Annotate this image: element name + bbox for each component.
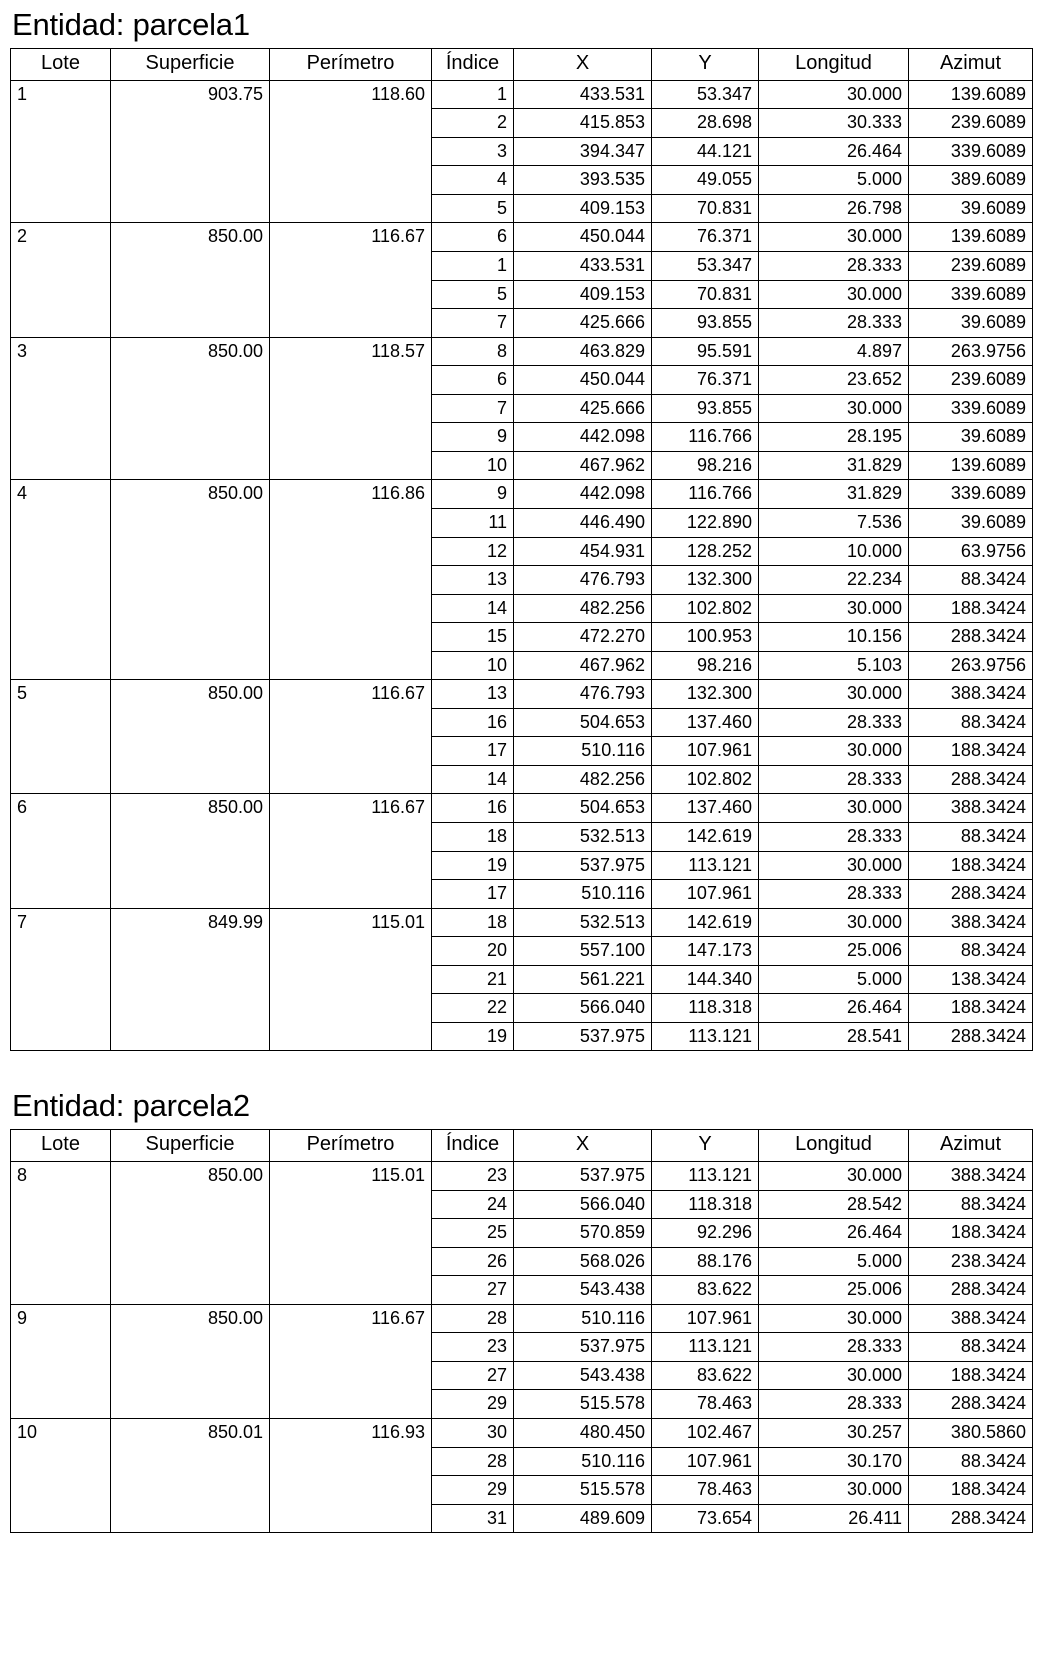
cell-indice: 6 — [432, 366, 514, 395]
cell-lote: 10 — [11, 1419, 111, 1533]
cell-x: 480.450 — [514, 1419, 652, 1448]
cell-longitud: 28.542 — [759, 1190, 909, 1219]
entity-block-2 — [0, 1081, 1042, 1533]
cell-lote: 8 — [11, 1162, 111, 1305]
table-header-row — [11, 1130, 1033, 1162]
cell-y: 113.121 — [652, 851, 759, 880]
cell-y: 49.055 — [652, 166, 759, 195]
cell-longitud: 26.464 — [759, 137, 909, 166]
cell-indice: 2 — [432, 109, 514, 138]
cell-longitud: 26.798 — [759, 194, 909, 223]
cell-x: 450.044 — [514, 366, 652, 395]
cell-y: 78.463 — [652, 1390, 759, 1419]
cell-azimut: 263.9756 — [909, 337, 1033, 366]
cell-indice: 19 — [432, 1022, 514, 1051]
cell-azimut: 380.5860 — [909, 1419, 1033, 1448]
cell-longitud: 28.333 — [759, 1333, 909, 1362]
cell-y: 132.300 — [652, 680, 759, 709]
cell-indice: 18 — [432, 822, 514, 851]
cell-indice: 30 — [432, 1419, 514, 1448]
cell-x: 446.490 — [514, 508, 652, 537]
table-row — [11, 794, 1033, 823]
cell-azimut: 239.6089 — [909, 366, 1033, 395]
cell-indice: 4 — [432, 166, 514, 195]
cell-azimut: 288.3424 — [909, 765, 1033, 794]
cell-indice: 29 — [432, 1390, 514, 1419]
cell-longitud: 4.897 — [759, 337, 909, 366]
cell-x: 467.962 — [514, 451, 652, 480]
cell-perimetro: 118.60 — [270, 80, 432, 223]
cell-indice: 29 — [432, 1476, 514, 1505]
cell-azimut: 339.6089 — [909, 480, 1033, 509]
cell-azimut: 88.3424 — [909, 708, 1033, 737]
cell-lote: 4 — [11, 480, 111, 680]
cell-superficie: 850.00 — [111, 223, 270, 337]
column-header-superficie: Superficie — [111, 48, 270, 80]
cell-x: 489.609 — [514, 1504, 652, 1533]
cell-azimut: 388.3424 — [909, 1162, 1033, 1191]
cell-indice: 10 — [432, 651, 514, 680]
cell-indice: 27 — [432, 1276, 514, 1305]
cell-x: 454.931 — [514, 537, 652, 566]
cell-lote: 1 — [11, 80, 111, 223]
cell-indice: 16 — [432, 708, 514, 737]
cell-indice: 13 — [432, 680, 514, 709]
cell-azimut: 188.3424 — [909, 994, 1033, 1023]
cell-longitud: 30.000 — [759, 1162, 909, 1191]
cell-x: 543.438 — [514, 1361, 652, 1390]
cell-longitud: 28.333 — [759, 252, 909, 281]
column-header-lote: Lote — [11, 1130, 111, 1162]
cell-y: 113.121 — [652, 1333, 759, 1362]
cell-y: 137.460 — [652, 794, 759, 823]
cell-y: 100.953 — [652, 623, 759, 652]
cell-x: 482.256 — [514, 765, 652, 794]
cell-x: 557.100 — [514, 937, 652, 966]
cell-x: 510.116 — [514, 737, 652, 766]
cell-lote: 6 — [11, 794, 111, 908]
cell-y: 76.371 — [652, 366, 759, 395]
cell-indice: 31 — [432, 1504, 514, 1533]
cell-y: 70.831 — [652, 280, 759, 309]
parcel-table — [10, 48, 1033, 1052]
cell-azimut: 139.6089 — [909, 451, 1033, 480]
table-row — [11, 80, 1033, 109]
section-gap — [0, 1051, 1042, 1081]
cell-longitud: 10.156 — [759, 623, 909, 652]
cell-azimut: 339.6089 — [909, 137, 1033, 166]
column-header-per-metro: Perímetro — [270, 1130, 432, 1162]
cell-indice: 13 — [432, 566, 514, 595]
cell-x: 515.578 — [514, 1390, 652, 1419]
cell-longitud: 22.234 — [759, 566, 909, 595]
cell-azimut: 288.3424 — [909, 623, 1033, 652]
cell-azimut: 339.6089 — [909, 394, 1033, 423]
cell-x: 504.653 — [514, 708, 652, 737]
cell-indice: 5 — [432, 194, 514, 223]
cell-indice: 24 — [432, 1190, 514, 1219]
cell-indice: 18 — [432, 908, 514, 937]
cell-indice: 9 — [432, 480, 514, 509]
column-header-azimut: Azimut — [909, 1130, 1033, 1162]
cell-indice: 1 — [432, 252, 514, 281]
column-header-lote: Lote — [11, 48, 111, 80]
cell-y: 102.802 — [652, 765, 759, 794]
cell-longitud: 30.000 — [759, 1476, 909, 1505]
cell-y: 113.121 — [652, 1162, 759, 1191]
cell-lote: 9 — [11, 1304, 111, 1418]
cell-x: 472.270 — [514, 623, 652, 652]
cell-x: 482.256 — [514, 594, 652, 623]
cell-x: 568.026 — [514, 1247, 652, 1276]
cell-azimut: 138.3424 — [909, 965, 1033, 994]
cell-azimut: 388.3424 — [909, 680, 1033, 709]
cell-indice: 7 — [432, 309, 514, 338]
cell-azimut: 288.3424 — [909, 1276, 1033, 1305]
cell-longitud: 28.541 — [759, 1022, 909, 1051]
entity-title: Entidad: parcela1 — [12, 7, 250, 42]
cell-x: 504.653 — [514, 794, 652, 823]
cell-x: 537.975 — [514, 851, 652, 880]
cell-x: 433.531 — [514, 252, 652, 281]
cell-indice: 23 — [432, 1333, 514, 1362]
cell-superficie: 850.00 — [111, 1304, 270, 1418]
column-header-y: Y — [652, 48, 759, 80]
cell-perimetro: 116.86 — [270, 480, 432, 680]
cell-lote: 3 — [11, 337, 111, 480]
cell-indice: 9 — [432, 423, 514, 452]
cell-longitud: 26.464 — [759, 1219, 909, 1248]
cell-x: 532.513 — [514, 822, 652, 851]
cell-longitud: 7.536 — [759, 508, 909, 537]
cell-x: 510.116 — [514, 1304, 652, 1333]
cell-longitud: 30.000 — [759, 223, 909, 252]
cell-longitud: 28.333 — [759, 309, 909, 338]
cell-y: 88.176 — [652, 1247, 759, 1276]
cell-longitud: 28.195 — [759, 423, 909, 452]
cell-longitud: 30.000 — [759, 908, 909, 937]
cell-y: 137.460 — [652, 708, 759, 737]
cell-x: 442.098 — [514, 423, 652, 452]
cell-x: 537.975 — [514, 1333, 652, 1362]
cell-longitud: 31.829 — [759, 480, 909, 509]
cell-x: 510.116 — [514, 1447, 652, 1476]
cell-indice: 19 — [432, 851, 514, 880]
cell-longitud: 25.006 — [759, 937, 909, 966]
cell-perimetro: 116.93 — [270, 1419, 432, 1533]
table-row — [11, 680, 1033, 709]
cell-perimetro: 115.01 — [270, 1162, 432, 1305]
cell-longitud: 30.170 — [759, 1447, 909, 1476]
cell-y: 73.654 — [652, 1504, 759, 1533]
cell-x: 515.578 — [514, 1476, 652, 1505]
cell-y: 107.961 — [652, 1447, 759, 1476]
cell-azimut: 188.3424 — [909, 851, 1033, 880]
column-header-longitud: Longitud — [759, 1130, 909, 1162]
cell-x: 394.347 — [514, 137, 652, 166]
cell-indice: 28 — [432, 1304, 514, 1333]
cell-y: 113.121 — [652, 1022, 759, 1051]
cell-longitud: 23.652 — [759, 366, 909, 395]
cell-y: 122.890 — [652, 508, 759, 537]
cell-azimut: 263.9756 — [909, 651, 1033, 680]
cell-x: 532.513 — [514, 908, 652, 937]
cell-lote: 2 — [11, 223, 111, 337]
cell-indice: 12 — [432, 537, 514, 566]
cell-indice: 8 — [432, 337, 514, 366]
cell-y: 102.467 — [652, 1419, 759, 1448]
table-row — [11, 1304, 1033, 1333]
cell-indice: 16 — [432, 794, 514, 823]
cell-longitud: 30.000 — [759, 680, 909, 709]
cell-superficie: 850.00 — [111, 794, 270, 908]
cell-indice: 14 — [432, 765, 514, 794]
cell-indice: 3 — [432, 137, 514, 166]
table-row — [11, 908, 1033, 937]
cell-indice: 17 — [432, 737, 514, 766]
cell-azimut: 288.3424 — [909, 880, 1033, 909]
cell-superficie: 850.00 — [111, 480, 270, 680]
cell-azimut: 63.9756 — [909, 537, 1033, 566]
cell-longitud: 28.333 — [759, 880, 909, 909]
cell-longitud: 5.000 — [759, 1247, 909, 1276]
cell-y: 147.173 — [652, 937, 759, 966]
column-header-x: X — [514, 1130, 652, 1162]
cell-indice: 26 — [432, 1247, 514, 1276]
cell-azimut: 389.6089 — [909, 166, 1033, 195]
cell-longitud: 30.000 — [759, 737, 909, 766]
cell-superficie: 903.75 — [111, 80, 270, 223]
cell-azimut: 339.6089 — [909, 280, 1033, 309]
cell-x: 433.531 — [514, 80, 652, 109]
cell-longitud: 10.000 — [759, 537, 909, 566]
cell-indice: 7 — [432, 394, 514, 423]
cell-x: 425.666 — [514, 309, 652, 338]
cell-indice: 17 — [432, 880, 514, 909]
cell-y: 107.961 — [652, 737, 759, 766]
cell-longitud: 26.411 — [759, 1504, 909, 1533]
cell-y: 83.622 — [652, 1361, 759, 1390]
column-header--ndice: Índice — [432, 1130, 514, 1162]
cell-y: 76.371 — [652, 223, 759, 252]
column-header-per-metro: Perímetro — [270, 48, 432, 80]
column-header--ndice: Índice — [432, 48, 514, 80]
table-row — [11, 480, 1033, 509]
cell-superficie: 850.00 — [111, 1162, 270, 1305]
cell-y: 118.318 — [652, 1190, 759, 1219]
cell-indice: 25 — [432, 1219, 514, 1248]
cell-superficie: 850.00 — [111, 680, 270, 794]
cell-y: 93.855 — [652, 394, 759, 423]
cell-y: 98.216 — [652, 651, 759, 680]
cell-azimut: 39.6089 — [909, 194, 1033, 223]
cell-longitud: 30.000 — [759, 1361, 909, 1390]
cell-y: 78.463 — [652, 1476, 759, 1505]
cell-indice: 22 — [432, 994, 514, 1023]
cell-x: 476.793 — [514, 680, 652, 709]
cell-y: 107.961 — [652, 1304, 759, 1333]
cell-azimut: 88.3424 — [909, 937, 1033, 966]
table-row — [11, 337, 1033, 366]
cell-azimut: 388.3424 — [909, 794, 1033, 823]
cell-x: 450.044 — [514, 223, 652, 252]
cell-azimut: 88.3424 — [909, 1190, 1033, 1219]
cell-perimetro: 116.67 — [270, 794, 432, 908]
cell-azimut: 239.6089 — [909, 252, 1033, 281]
column-header-y: Y — [652, 1130, 759, 1162]
cell-azimut: 388.3424 — [909, 1304, 1033, 1333]
cell-longitud: 31.829 — [759, 451, 909, 480]
cell-y: 116.766 — [652, 480, 759, 509]
cell-azimut: 239.6089 — [909, 109, 1033, 138]
cell-indice: 21 — [432, 965, 514, 994]
cell-superficie: 849.99 — [111, 908, 270, 1051]
cell-x: 570.859 — [514, 1219, 652, 1248]
cell-y: 107.961 — [652, 880, 759, 909]
cell-azimut: 88.3424 — [909, 566, 1033, 595]
cell-x: 561.221 — [514, 965, 652, 994]
cell-y: 44.121 — [652, 137, 759, 166]
cell-y: 102.802 — [652, 594, 759, 623]
cell-longitud: 5.000 — [759, 166, 909, 195]
cell-y: 116.766 — [652, 423, 759, 452]
cell-longitud: 30.000 — [759, 394, 909, 423]
cell-y: 83.622 — [652, 1276, 759, 1305]
cell-longitud: 30.333 — [759, 109, 909, 138]
cell-longitud: 30.000 — [759, 80, 909, 109]
table-row — [11, 223, 1033, 252]
cell-longitud: 28.333 — [759, 765, 909, 794]
cell-longitud: 30.000 — [759, 594, 909, 623]
cell-indice: 6 — [432, 223, 514, 252]
cell-azimut: 388.3424 — [909, 908, 1033, 937]
cell-x: 543.438 — [514, 1276, 652, 1305]
cell-indice: 28 — [432, 1447, 514, 1476]
cell-longitud: 28.333 — [759, 822, 909, 851]
cell-x: 476.793 — [514, 566, 652, 595]
cell-longitud: 30.000 — [759, 1304, 909, 1333]
cell-indice: 1 — [432, 80, 514, 109]
cell-indice: 5 — [432, 280, 514, 309]
cell-y: 28.698 — [652, 109, 759, 138]
cell-longitud: 28.333 — [759, 1390, 909, 1419]
column-header-superficie: Superficie — [111, 1130, 270, 1162]
cell-azimut: 139.6089 — [909, 223, 1033, 252]
cell-y: 95.591 — [652, 337, 759, 366]
cell-azimut: 288.3424 — [909, 1390, 1033, 1419]
cell-x: 566.040 — [514, 994, 652, 1023]
cell-azimut: 88.3424 — [909, 1447, 1033, 1476]
cell-x: 409.153 — [514, 280, 652, 309]
cell-azimut: 139.6089 — [909, 80, 1033, 109]
cell-indice: 11 — [432, 508, 514, 537]
cell-azimut: 188.3424 — [909, 1219, 1033, 1248]
cell-x: 415.853 — [514, 109, 652, 138]
cell-indice: 14 — [432, 594, 514, 623]
cell-x: 463.829 — [514, 337, 652, 366]
cell-azimut: 288.3424 — [909, 1504, 1033, 1533]
cell-y: 70.831 — [652, 194, 759, 223]
cell-azimut: 39.6089 — [909, 508, 1033, 537]
cell-azimut: 188.3424 — [909, 594, 1033, 623]
cell-longitud: 26.464 — [759, 994, 909, 1023]
cell-longitud: 5.000 — [759, 965, 909, 994]
cell-y: 132.300 — [652, 566, 759, 595]
cell-y: 142.619 — [652, 822, 759, 851]
cell-azimut: 238.3424 — [909, 1247, 1033, 1276]
cell-x: 442.098 — [514, 480, 652, 509]
cell-superficie: 850.00 — [111, 337, 270, 480]
cell-longitud: 30.257 — [759, 1419, 909, 1448]
parcel-table — [10, 1129, 1033, 1533]
cell-longitud: 30.000 — [759, 851, 909, 880]
cell-y: 128.252 — [652, 537, 759, 566]
cell-longitud: 28.333 — [759, 708, 909, 737]
cell-lote: 7 — [11, 908, 111, 1051]
cell-y: 53.347 — [652, 80, 759, 109]
cell-azimut: 188.3424 — [909, 1476, 1033, 1505]
cell-longitud: 30.000 — [759, 794, 909, 823]
cell-x: 425.666 — [514, 394, 652, 423]
cell-y: 53.347 — [652, 252, 759, 281]
cell-perimetro: 116.67 — [270, 223, 432, 337]
cell-longitud: 25.006 — [759, 1276, 909, 1305]
cell-x: 393.535 — [514, 166, 652, 195]
cell-y: 93.855 — [652, 309, 759, 338]
cell-indice: 15 — [432, 623, 514, 652]
cell-x: 467.962 — [514, 651, 652, 680]
table-row — [11, 1162, 1033, 1191]
cell-indice: 20 — [432, 937, 514, 966]
cell-lote: 5 — [11, 680, 111, 794]
column-header-x: X — [514, 48, 652, 80]
cell-y: 144.340 — [652, 965, 759, 994]
cell-perimetro: 115.01 — [270, 908, 432, 1051]
table-row — [11, 1419, 1033, 1448]
cell-azimut: 39.6089 — [909, 309, 1033, 338]
cell-x: 566.040 — [514, 1190, 652, 1219]
table-header-row — [11, 48, 1033, 80]
cell-azimut: 88.3424 — [909, 1333, 1033, 1362]
cell-longitud: 5.103 — [759, 651, 909, 680]
cell-perimetro: 116.67 — [270, 1304, 432, 1418]
cell-azimut: 188.3424 — [909, 1361, 1033, 1390]
cell-x: 510.116 — [514, 880, 652, 909]
column-header-longitud: Longitud — [759, 48, 909, 80]
column-header-azimut: Azimut — [909, 48, 1033, 80]
cell-x: 409.153 — [514, 194, 652, 223]
cell-y: 118.318 — [652, 994, 759, 1023]
cell-y: 92.296 — [652, 1219, 759, 1248]
cell-azimut: 88.3424 — [909, 822, 1033, 851]
cell-azimut: 188.3424 — [909, 737, 1033, 766]
cell-perimetro: 116.67 — [270, 680, 432, 794]
cell-indice: 27 — [432, 1361, 514, 1390]
cell-perimetro: 118.57 — [270, 337, 432, 480]
cell-longitud: 30.000 — [759, 280, 909, 309]
cell-y: 98.216 — [652, 451, 759, 480]
entity-title: Entidad: parcela2 — [12, 1088, 250, 1124]
cell-y: 142.619 — [652, 908, 759, 937]
cell-x: 537.975 — [514, 1022, 652, 1051]
cell-x: 537.975 — [514, 1162, 652, 1191]
cell-azimut: 39.6089 — [909, 423, 1033, 452]
cell-azimut: 288.3424 — [909, 1022, 1033, 1051]
cell-indice: 10 — [432, 451, 514, 480]
cell-indice: 23 — [432, 1162, 514, 1191]
cell-superficie: 850.01 — [111, 1419, 270, 1533]
